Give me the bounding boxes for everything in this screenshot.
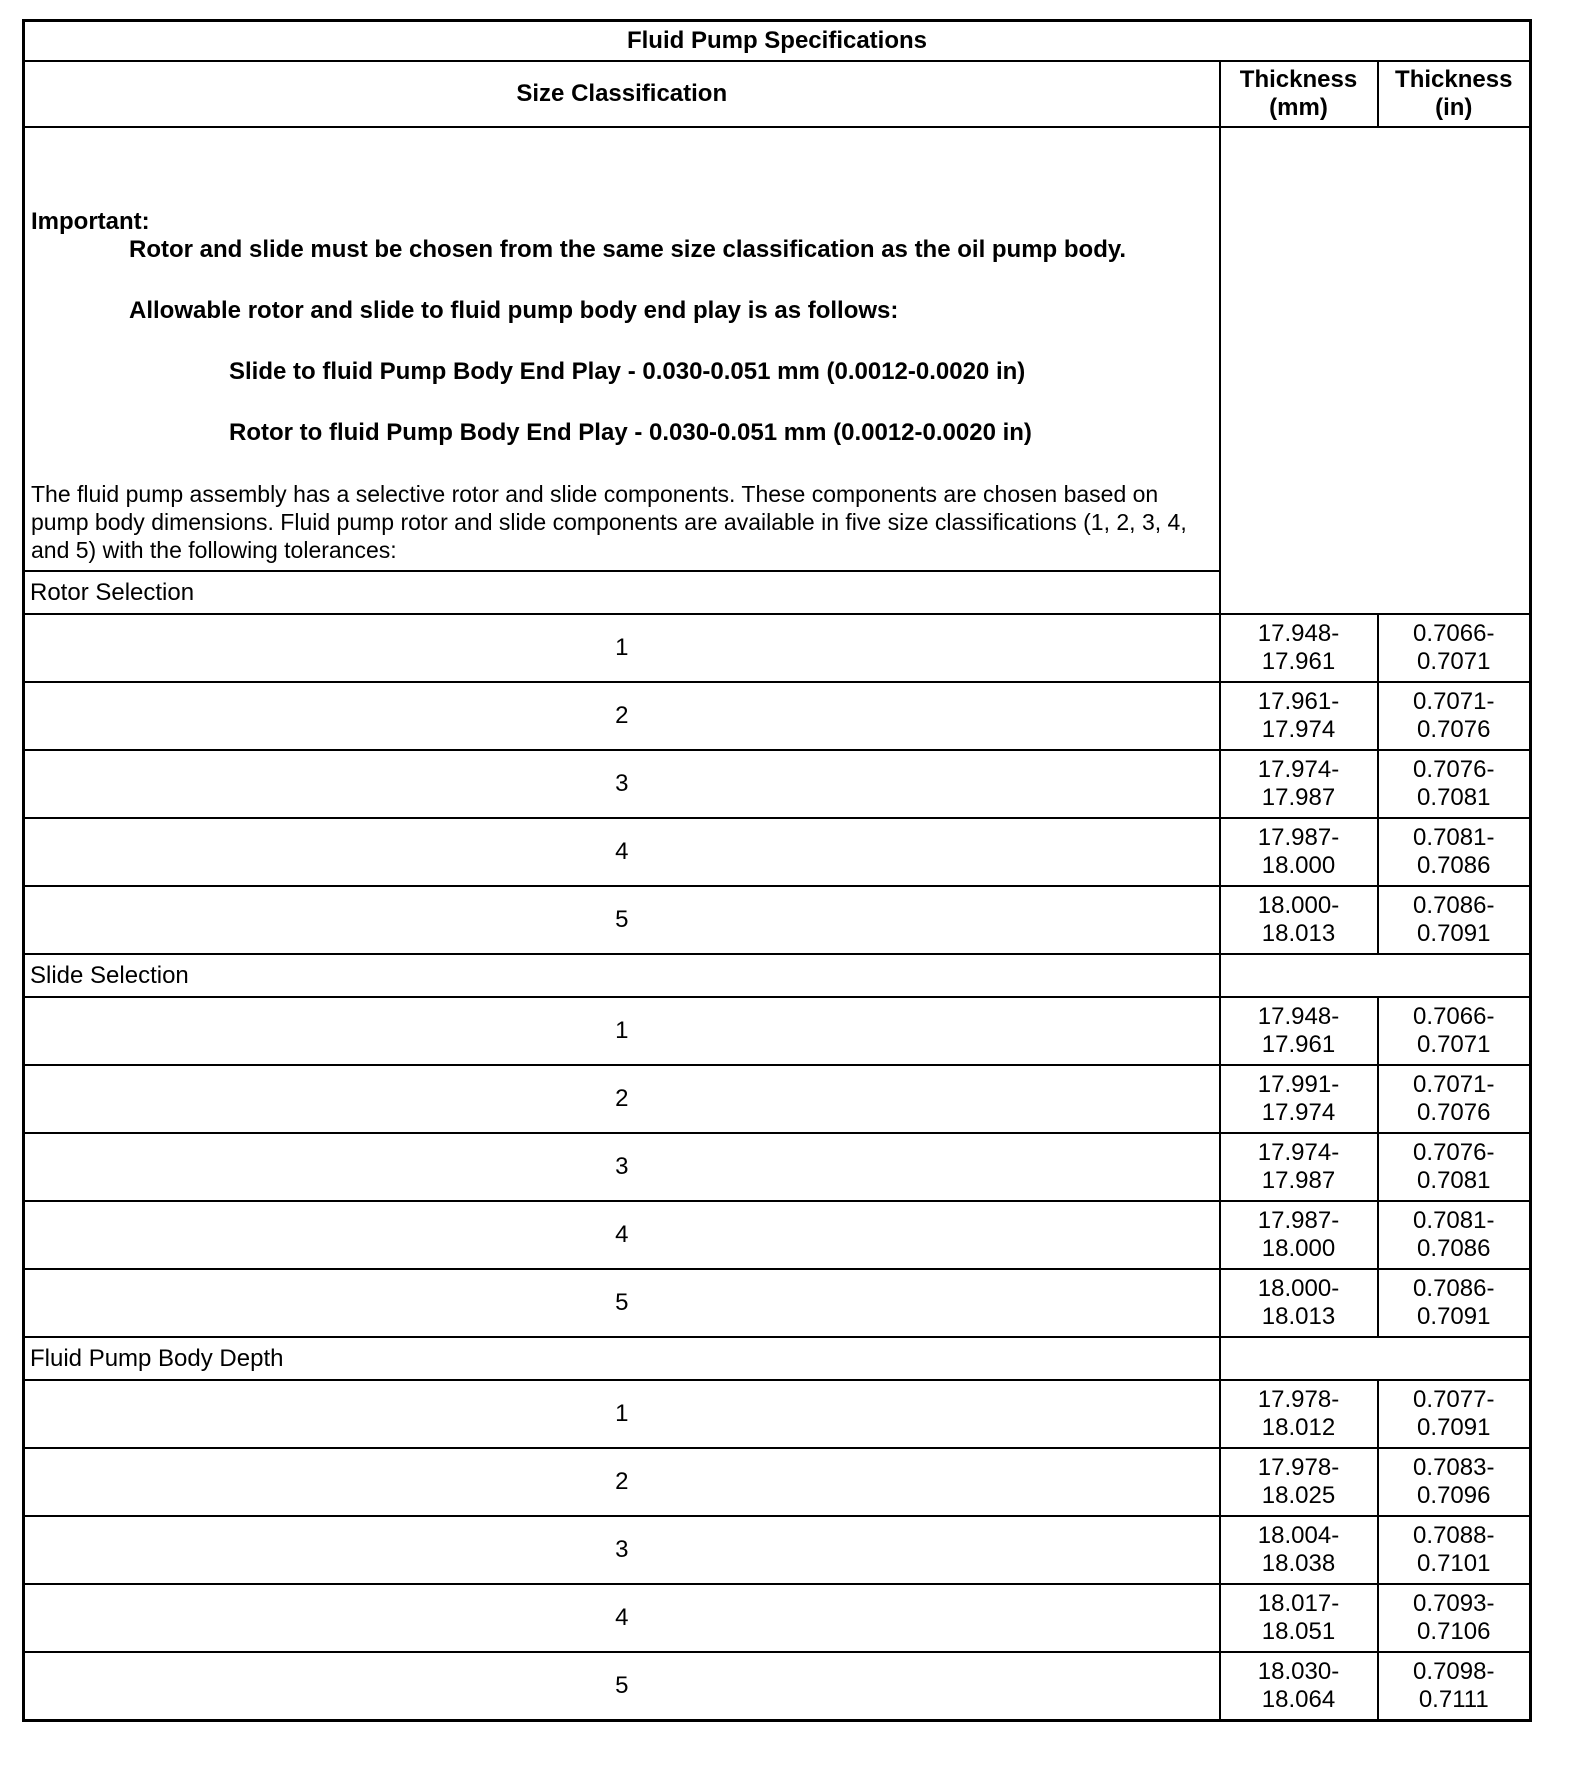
thickness-in-cell-min: 0.7077-: [1413, 1386, 1495, 1413]
thickness-mm-cell-min: 18.000-: [1257, 1275, 1340, 1302]
thickness-mm-cell-min: 17.987-: [1257, 1207, 1340, 1234]
thickness-in-cell: [1378, 682, 1531, 750]
thickness-in-cell: [1378, 886, 1531, 954]
thickness-in-cell-max: 0.7091: [1417, 1303, 1491, 1330]
thickness-in-cell-min: 0.7086-: [1413, 892, 1495, 919]
thickness-in-cell: [1378, 1380, 1531, 1448]
thickness-in-cell: [1378, 1133, 1531, 1201]
thickness-mm-cell-min: 18.030-: [1257, 1658, 1340, 1685]
size-cell: 1: [24, 614, 1220, 682]
thickness-in-header: [1378, 61, 1531, 127]
thickness-mm-cell-min: 17.991-: [1257, 1071, 1340, 1098]
thickness-in-cell-max: 0.7096: [1417, 1482, 1491, 1509]
thickness-mm-header-line1: Thickness: [1239, 66, 1358, 93]
size-cell: 5: [24, 886, 1220, 954]
thickness-mm-cell-min: 17.961-: [1257, 688, 1340, 715]
table-row: [24, 614, 1531, 682]
thickness-mm-cell-min: 18.004-: [1257, 1522, 1340, 1549]
thickness-mm-cell: [1220, 1133, 1378, 1201]
thickness-in-cell-min: 0.7081-: [1413, 824, 1495, 851]
thickness-mm-cell-max: 18.000: [1261, 852, 1336, 879]
thickness-mm-cell: [1220, 682, 1378, 750]
thickness-in-cell-min: 0.7076-: [1413, 1139, 1495, 1166]
table-row: [24, 1516, 1531, 1584]
thickness-in-cell-max: 0.7106: [1417, 1618, 1491, 1645]
section-label: Rotor Selection: [24, 571, 1220, 614]
section-blank-cell: [1220, 954, 1531, 997]
size-classification-header: Size Classification: [24, 61, 1220, 127]
thickness-mm-cell-max: 18.012: [1261, 1414, 1336, 1441]
thickness-mm-cell-max: 17.974: [1261, 716, 1336, 743]
thickness-in-cell-min: 0.7066-: [1413, 1003, 1495, 1030]
thickness-mm-cell-max: 18.064: [1261, 1686, 1336, 1713]
thickness-mm-cell-min: 17.987-: [1257, 824, 1340, 851]
size-cell: 3: [24, 1133, 1220, 1201]
size-cell: 2: [24, 1448, 1220, 1516]
thickness-mm-cell: [1220, 997, 1378, 1065]
section-row: [24, 954, 1531, 997]
thickness-mm-cell: [1220, 614, 1378, 682]
important-note: [24, 127, 1220, 571]
table-row: [24, 1065, 1531, 1133]
section-label: Fluid Pump Body Depth: [24, 1337, 1220, 1380]
thickness-in-cell-max: 0.7091: [1417, 920, 1491, 947]
thickness-in-cell: [1378, 750, 1531, 818]
thickness-mm-cell: [1220, 750, 1378, 818]
thickness-mm-cell: [1220, 1584, 1378, 1652]
thickness-mm-cell-min: 18.000-: [1257, 892, 1340, 919]
table-row: [24, 1652, 1531, 1721]
thickness-mm-cell: [1220, 1269, 1378, 1337]
thickness-in-cell-max: 0.7086: [1417, 852, 1491, 879]
thickness-in-cell-min: 0.7083-: [1413, 1454, 1495, 1481]
thickness-mm-cell: [1220, 1448, 1378, 1516]
size-cell: 4: [24, 1201, 1220, 1269]
thickness-mm-cell: [1220, 1065, 1378, 1133]
size-cell: 2: [24, 1065, 1220, 1133]
thickness-in-cell-min: 0.7086-: [1413, 1275, 1495, 1302]
thickness-in-cell-min: 0.7076-: [1413, 756, 1495, 783]
thickness-mm-header: [1220, 61, 1378, 127]
section-blank-cell: [1220, 1337, 1531, 1380]
table-row: [24, 1269, 1531, 1337]
thickness-in-cell: [1378, 1652, 1531, 1721]
thickness-in-cell-min: 0.7093-: [1413, 1590, 1495, 1617]
thickness-mm-cell-min: 17.978-: [1257, 1386, 1340, 1413]
size-cell: 4: [24, 818, 1220, 886]
thickness-in-cell-max: 0.7081: [1417, 1167, 1491, 1194]
size-cell: 5: [24, 1269, 1220, 1337]
thickness-in-header-line1: Thickness: [1395, 66, 1513, 93]
thickness-mm-cell-min: 17.948-: [1257, 620, 1340, 647]
thickness-in-cell-max: 0.7086: [1417, 1235, 1491, 1262]
thickness-in-cell-min: 0.7071-: [1413, 1071, 1495, 1098]
title-row: [24, 21, 1531, 62]
thickness-mm-cell-max: 17.987: [1261, 784, 1336, 811]
thickness-mm-cell: [1220, 886, 1378, 954]
thickness-mm-cell-max: 17.974: [1261, 1099, 1336, 1126]
size-cell: 4: [24, 1584, 1220, 1652]
thickness-in-cell-min: 0.7098-: [1413, 1658, 1495, 1685]
size-cell: 1: [24, 1380, 1220, 1448]
note-row: [24, 127, 1531, 571]
thickness-in-cell-max: 0.7091: [1417, 1414, 1491, 1441]
note-blank-cell: [1220, 127, 1531, 614]
thickness-mm-cell-max: 17.961: [1261, 1031, 1336, 1058]
thickness-in-cell-max: 0.7071: [1417, 648, 1491, 675]
table-row: [24, 818, 1531, 886]
note-important-label: Important:: [31, 208, 150, 235]
table-row: [24, 997, 1531, 1065]
thickness-mm-cell-max: 18.013: [1261, 920, 1336, 947]
table-row: [24, 1133, 1531, 1201]
note-line-3: Slide to fluid Pump Body End Play - 0.030-0.051 mm (0.0012-0.0020 in): [229, 358, 1026, 385]
thickness-in-cell: [1378, 1516, 1531, 1584]
section-label: Slide Selection: [24, 954, 1220, 997]
size-cell: 1: [24, 997, 1220, 1065]
thickness-in-cell-min: 0.7071-: [1413, 688, 1495, 715]
thickness-in-cell: [1378, 614, 1531, 682]
thickness-in-cell-max: 0.7071: [1417, 1031, 1491, 1058]
thickness-mm-cell: [1220, 818, 1378, 886]
thickness-in-cell-min: 0.7081-: [1413, 1207, 1495, 1234]
table-row: [24, 1201, 1531, 1269]
table-row: [24, 1584, 1531, 1652]
thickness-mm-cell: [1220, 1380, 1378, 1448]
thickness-in-header-line2: (in): [1435, 94, 1473, 121]
thickness-in-cell: [1378, 1065, 1531, 1133]
table-row: [24, 682, 1531, 750]
size-cell: 5: [24, 1652, 1220, 1721]
thickness-in-cell-max: 0.7076: [1417, 716, 1491, 743]
thickness-mm-cell-max: 18.038: [1261, 1550, 1336, 1577]
thickness-mm-cell-min: 17.978-: [1257, 1454, 1340, 1481]
note-description: The fluid pump assembly has a selective rotor and slide components. These components are chosen based on pump body dimensions. Fluid pump rotor and slide components are available in five size classifications (1, 2, 3, 4, and 5) with the following tolerances:: [31, 481, 1187, 563]
thickness-in-cell: [1378, 1269, 1531, 1337]
table-title: Fluid Pump Specifications: [24, 21, 1531, 62]
thickness-in-cell: [1378, 997, 1531, 1065]
note-line-4: Rotor to fluid Pump Body End Play - 0.030-0.051 mm (0.0012-0.0020 in): [229, 419, 1032, 446]
table-row: [24, 1448, 1531, 1516]
thickness-mm-cell-min: 17.948-: [1257, 1003, 1340, 1030]
thickness-mm-cell-max: 17.987: [1261, 1167, 1336, 1194]
size-cell: 3: [24, 1516, 1220, 1584]
note-line-1: Rotor and slide must be chosen from the same size classification as the oil pump body.: [129, 236, 1127, 263]
table-row: [24, 750, 1531, 818]
thickness-mm-cell: [1220, 1652, 1378, 1721]
thickness-mm-cell-min: 18.017-: [1257, 1590, 1340, 1617]
thickness-in-cell: [1378, 1201, 1531, 1269]
header-row: [24, 61, 1531, 127]
note-line-2: Allowable rotor and slide to fluid pump body end play is as follows:: [129, 297, 899, 324]
thickness-in-cell-max: 0.7111: [1418, 1686, 1489, 1713]
thickness-in-cell: [1378, 1584, 1531, 1652]
thickness-in-cell-min: 0.7088-: [1413, 1522, 1495, 1549]
thickness-in-cell: [1378, 818, 1531, 886]
thickness-mm-cell-max: 18.051: [1261, 1618, 1336, 1645]
thickness-mm-cell-max: 18.025: [1261, 1482, 1336, 1509]
thickness-mm-cell-max: 17.961: [1261, 648, 1336, 675]
thickness-mm-cell-min: 17.974-: [1257, 756, 1340, 783]
thickness-in-cell: [1378, 1448, 1531, 1516]
thickness-in-cell-max: 0.7101: [1417, 1550, 1491, 1577]
table-row: [24, 1380, 1531, 1448]
thickness-mm-cell-max: 18.000: [1261, 1235, 1336, 1262]
table-row: [24, 886, 1531, 954]
thickness-in-cell-max: 0.7076: [1417, 1099, 1491, 1126]
thickness-mm-cell: [1220, 1516, 1378, 1584]
thickness-mm-cell: [1220, 1201, 1378, 1269]
thickness-mm-cell-max: 18.013: [1261, 1303, 1336, 1330]
fluid-pump-spec-table: [22, 19, 1532, 1722]
section-row: [24, 1337, 1531, 1380]
size-cell: 3: [24, 750, 1220, 818]
thickness-mm-header-line2: (mm): [1269, 94, 1328, 121]
thickness-in-cell-max: 0.7081: [1417, 784, 1491, 811]
size-cell: 2: [24, 682, 1220, 750]
thickness-in-cell-min: 0.7066-: [1413, 620, 1495, 647]
thickness-mm-cell-min: 17.974-: [1257, 1139, 1340, 1166]
